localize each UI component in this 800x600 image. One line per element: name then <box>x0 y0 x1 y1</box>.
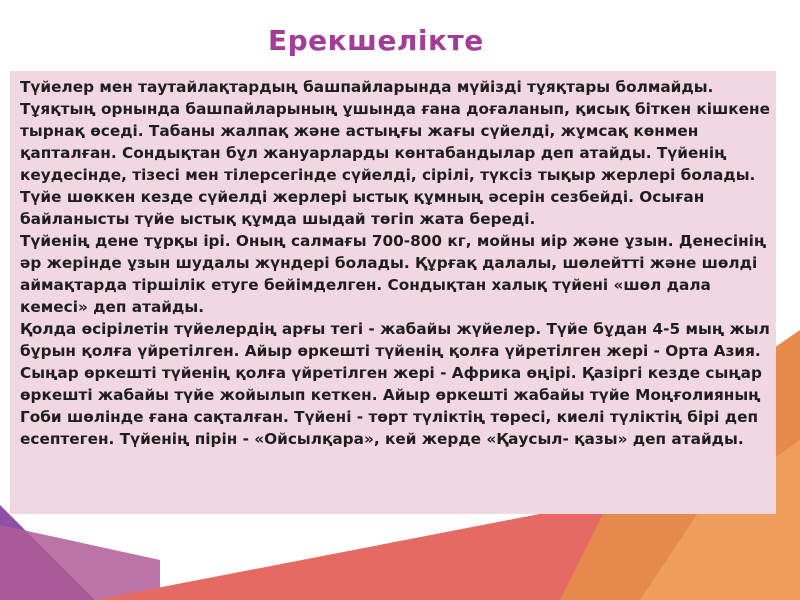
paragraph-2: Түйенің дене тұрқы ірі. Оның салмағы 700-800 кг, мойны иір және ұзын. Денесінің әр жерінде ұзын шудалы жүндері болады. Құрғақ далалы, шөлейтті және шөлді аймақтарда тіршілік етуге бейімделген. Сондықтан халық түйені «шөл дала кемесі» деп атайды. <box>20 232 767 316</box>
mauve-left-shape <box>0 525 160 600</box>
slide-title: Ерекшелікте <box>268 24 484 57</box>
paragraph-1: Түйелер мен таутайлақтардың башпайларында мүйізді тұяқтары болмайды. Тұяқтың орнында башпайларының ұшында ғана доғаланып, қисық біткен кішкене тырнақ өседі. Табаны жалпақ және астыңғы жағы сүйелді, жұмсақ көнмен қапталған. Сондықтан бұл жануарларды көнтабандылар деп атайды. Түйенің кеудесінде, тізесі мен тілерсегінде сүйелді, сірілі, түксіз тықыр жерлері болады. Түйе шөккен кезде сүйелді жерлері ыстық құмның әсерін сезбейді. Осыған байланысты түйе ыстық құмда шыдай төгіп жата береді. <box>20 78 770 228</box>
paragraph-3: Қолда өсірілетін түйелердің арғы тегі - жабайы жүйелер. Түйе бұдан 4-5 мың жыл бұрын қолға үйретілген. Айыр өркешті түйенің қолға үйретілген жері - Орта Азия. Сыңар өркешті түйенің қолға үйретілген жері - Африка өңірі. Қазіргі кезде сыңар өркешті жабайы түйе жойылып кеткен. Айыр өркешті жабайы түйе Моңғолияның Гоби шөлінде ғана сақталған. Түйені - төрт түліктің төресі, киелі түліктің бірі деп есептеген. Түйенің пірін - «Ойсылқара», кей жерде «Қаусыл- қазы» деп атайды. <box>20 320 770 448</box>
text-box <box>10 71 776 514</box>
